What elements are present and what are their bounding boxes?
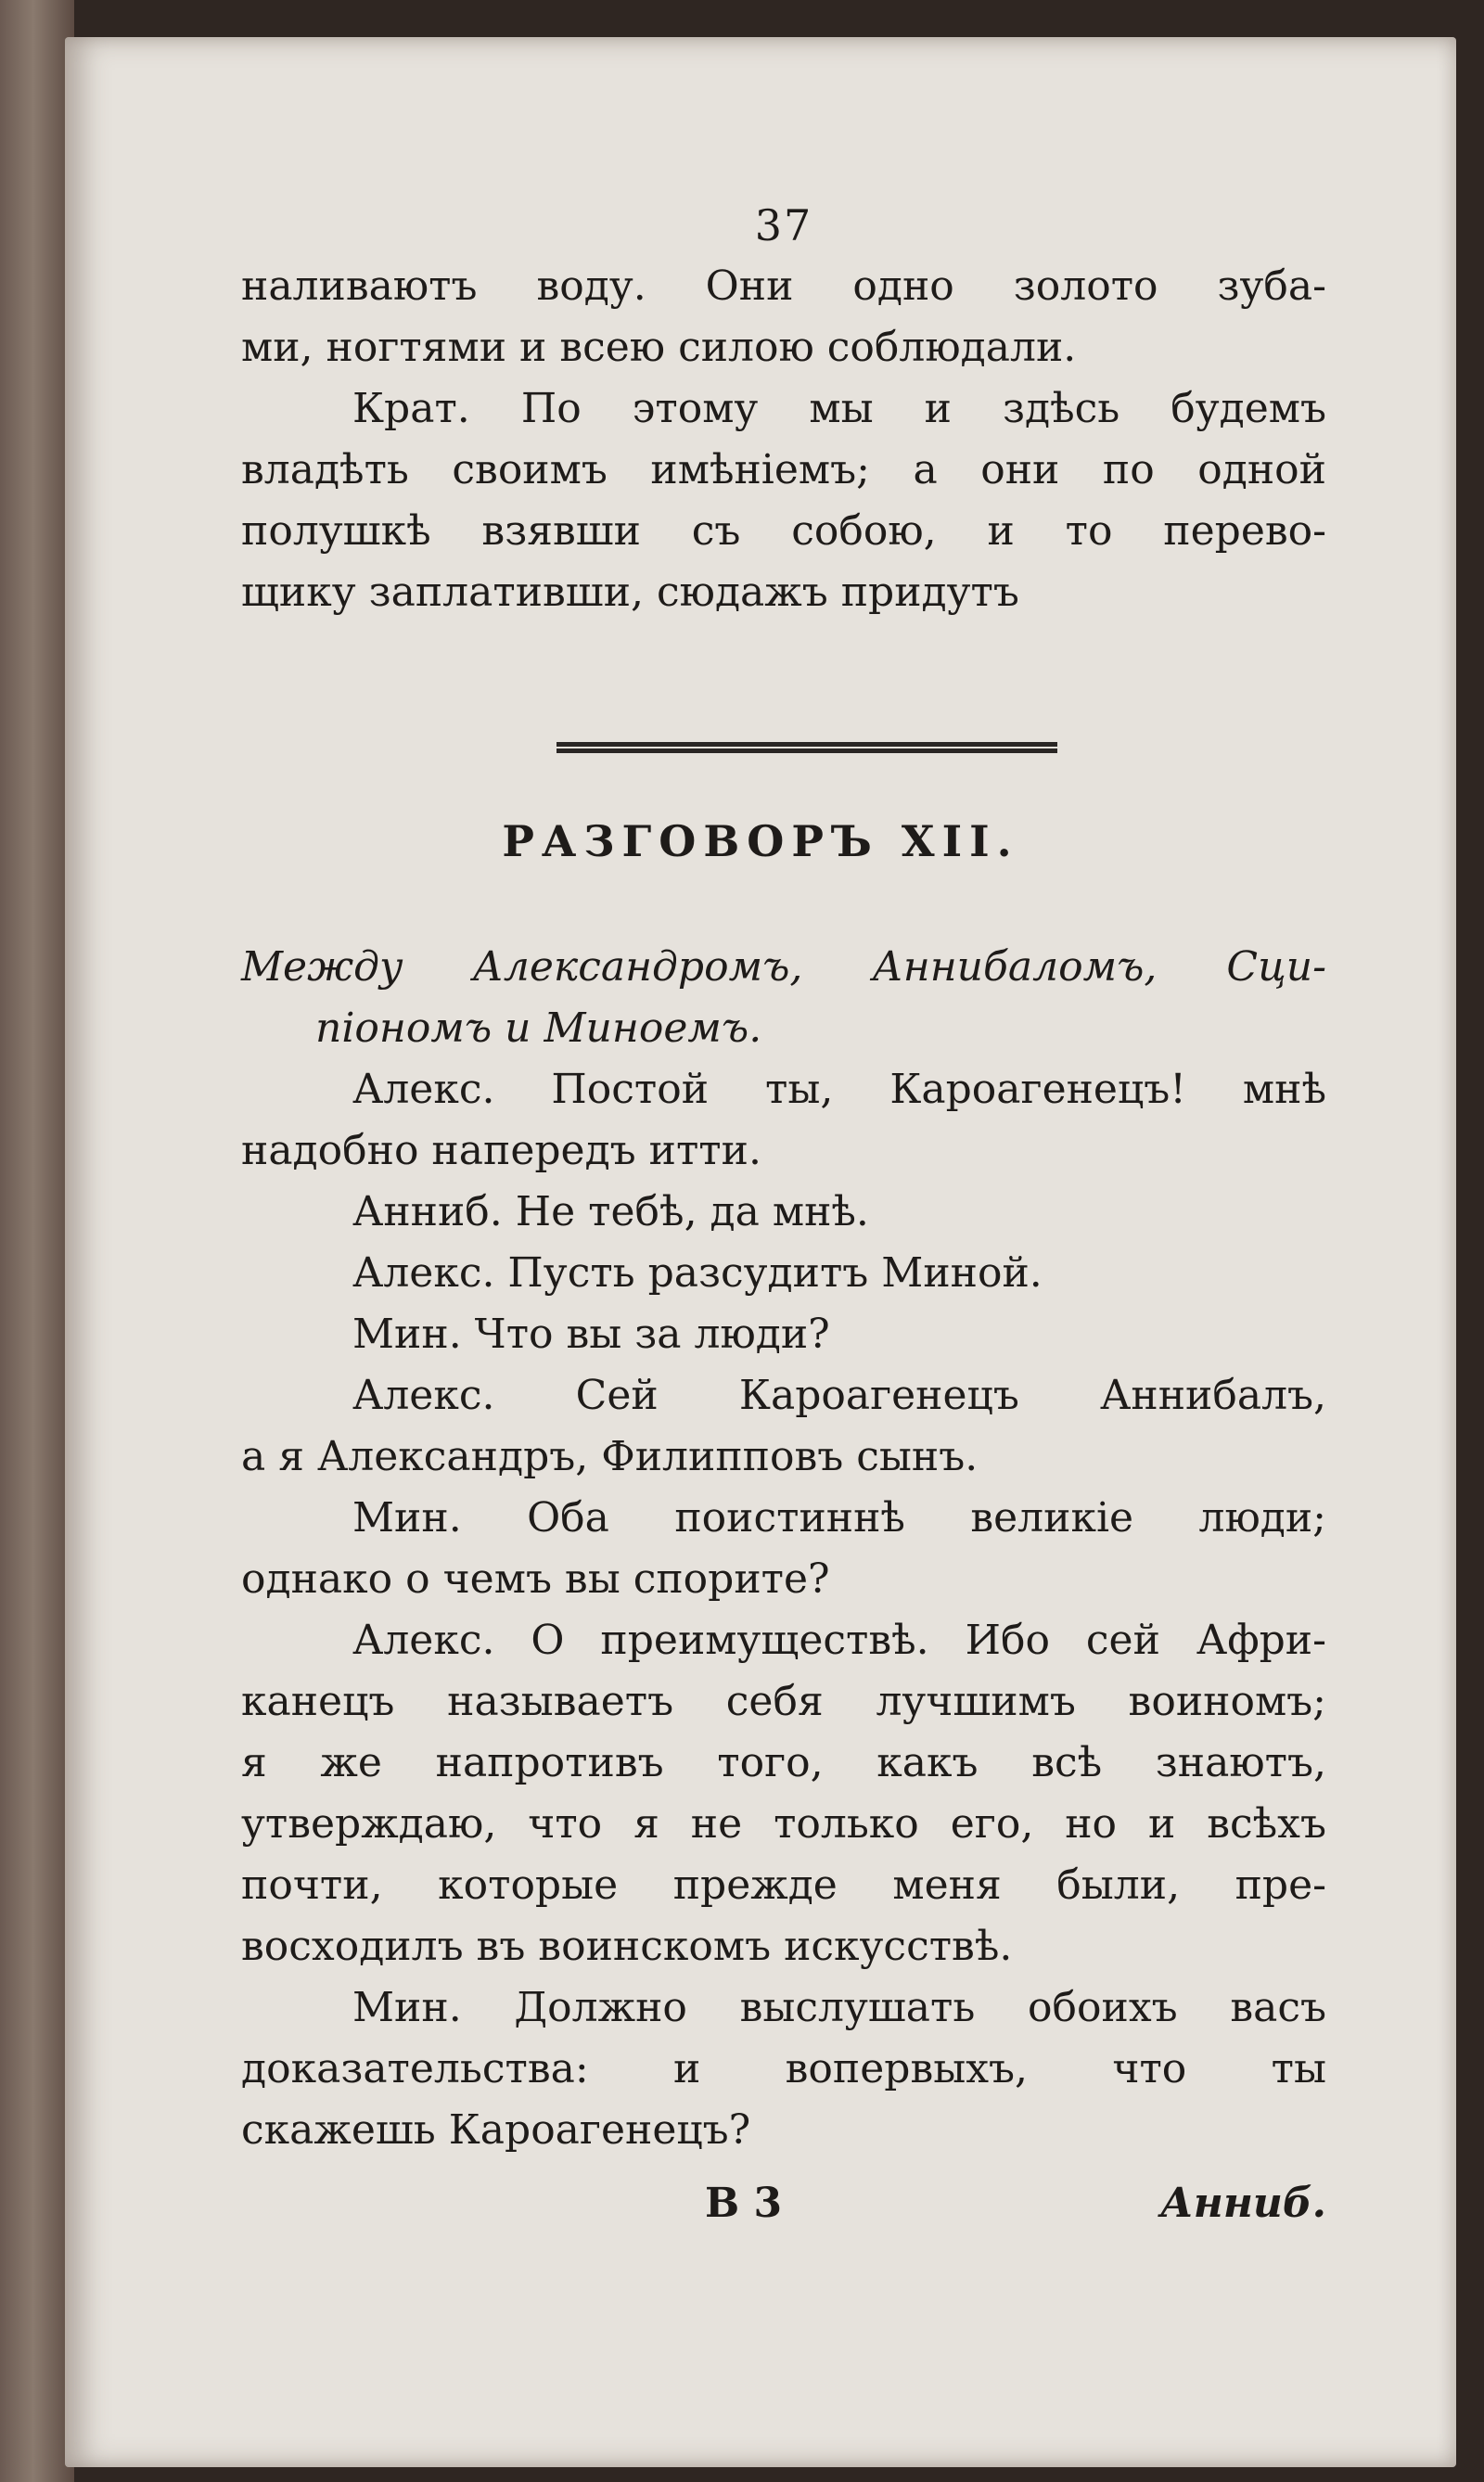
page-number: 37	[754, 200, 813, 250]
text-line: Мин. Что вы за люди?	[352, 1311, 830, 1358]
text-line: Алекс. Постой ты, Кароагенецъ! мнѣ	[352, 1066, 1326, 1113]
book-page	[65, 37, 1456, 2467]
text-line: ми, ногтями и всею силою соблюдали.	[241, 324, 1077, 371]
text-line: канецъ называетъ себя лучшимъ воиномъ;	[241, 1678, 1326, 1725]
printer-signature: В 3	[705, 2180, 783, 2227]
text-line: а я Александръ, Филипповъ сынъ.	[241, 1433, 979, 1480]
section-divider-rule	[556, 742, 1057, 753]
catchword: Анниб.	[1159, 2180, 1326, 2227]
text-line: Между Александромъ, Аннибаломъ, Сци-	[241, 943, 1326, 991]
text-line: почти, которые прежде меня были, пре-	[241, 1862, 1326, 1909]
text-line: Анниб. Не тебѣ, да мнѣ.	[352, 1188, 869, 1235]
text-line: я же напротивъ того, какъ всѣ знаютъ,	[241, 1739, 1326, 1786]
text-line: щику заплативши, сюдажъ придутъ	[241, 569, 1019, 616]
dialogue-text-block	[241, 937, 1326, 2161]
text-line: Крат. По этому мы и здѣсь будемъ	[352, 385, 1326, 432]
text-line: скажешь Кароагенецъ?	[241, 2106, 751, 2154]
section-heading: РАЗГОВОРЪ XII.	[502, 816, 1019, 866]
text-line: наливаютъ воду. Они одно золото зуба-	[241, 262, 1326, 310]
text-line: утверждаю, что я не только его, но и всѣхъ	[241, 1800, 1326, 1848]
text-line: доказательства: и вопервыхъ, что ты	[241, 2045, 1326, 2092]
text-line: Алекс. Сей Кароагенецъ Аннибалъ,	[352, 1372, 1326, 1419]
text-line: владѣть своимъ имѣніемъ; а они по одной	[241, 446, 1326, 493]
text-line: восходилъ въ воинскомъ искусствѣ.	[241, 1923, 1013, 1970]
text-line: піономъ и Миноемъ.	[315, 1004, 762, 1052]
text-line: однако о чемъ вы спорите?	[241, 1555, 830, 1603]
book-binding-edge	[0, 0, 74, 2482]
text-line: Мин. Оба поистиннѣ великіе люди;	[352, 1494, 1326, 1542]
text-line: Мин. Должно выслушать обоихъ васъ	[352, 1984, 1326, 2031]
text-line: Алекс. О преимуществѣ. Ибо сей Афри-	[352, 1617, 1326, 1664]
top-text-block	[241, 195, 1326, 623]
page-footer	[241, 2180, 1326, 2241]
text-line: Алекс. Пусть разсудитъ Миной.	[352, 1249, 1043, 1297]
text-line: надобно напередъ итти.	[241, 1127, 761, 1174]
text-line: полушкѣ взявши съ собою, и то перево-	[241, 507, 1326, 555]
